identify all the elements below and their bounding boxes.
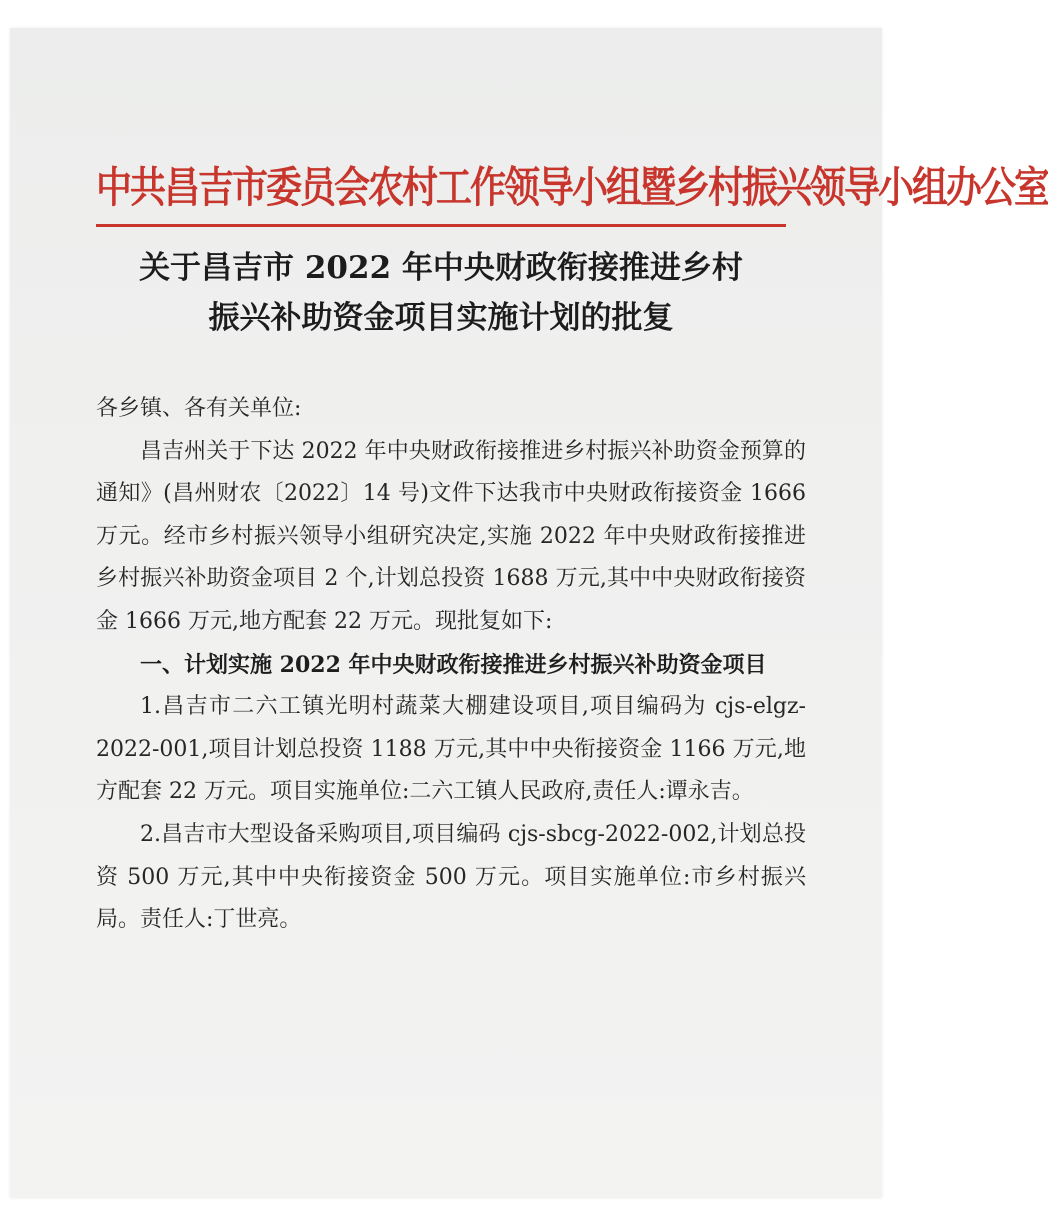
issuing-organization-header: 中共昌吉市委员会农村工作领导小组暨乡村振兴领导小组办公室 (96, 163, 1048, 213)
section-heading-1: 一、计划实施 2022 年中央财政衔接推进乡村振兴补助资金项目 (140, 651, 767, 678)
intro-paragraph: 昌吉州关于下达 2022 年中央财政衔接推进乡村振兴补助资金预算的通知》(昌州财农〔2022〕14 号)文件下达我市中央财政衔接资金 1666 万元。经市乡村振兴领导小组研究决定,实施 2022 年中央财政衔接推进乡村振兴补助资金项目 2 个,计划总投资 1688 万元,其中中央财政衔接资金 1666 万元,地方配套 22 万元。现批复如下: (96, 438, 806, 634)
document-title-line-1: 关于昌吉市 2022 年中央财政衔接推进乡村 (139, 250, 743, 286)
document-title-line-2: 振兴补助资金项目实施计划的批复 (208, 300, 674, 336)
document-title (96, 243, 786, 343)
project-item-1: 1.昌吉市二六工镇光明村蔬菜大棚建设项目,项目编码为 cjs-elgz-2022-001,项目计划总投资 1188 万元,其中中央衔接资金 1166 万元,地方配套 22 万元。项目实施单位:二六工镇人民政府,责任人:谭永吉。 (96, 694, 806, 805)
salutation: 各乡镇、各有关单位: (96, 396, 302, 421)
red-header-rule (96, 224, 786, 227)
project-item-2: 2.昌吉市大型设备采购项目,项目编码 cjs-sbcg-2022-002,计划总投资 500 万元,其中中央衔接资金 500 万元。项目实施单位:市乡村振兴局。责任人:丁世亮。 (96, 821, 806, 933)
document-body (96, 388, 806, 942)
